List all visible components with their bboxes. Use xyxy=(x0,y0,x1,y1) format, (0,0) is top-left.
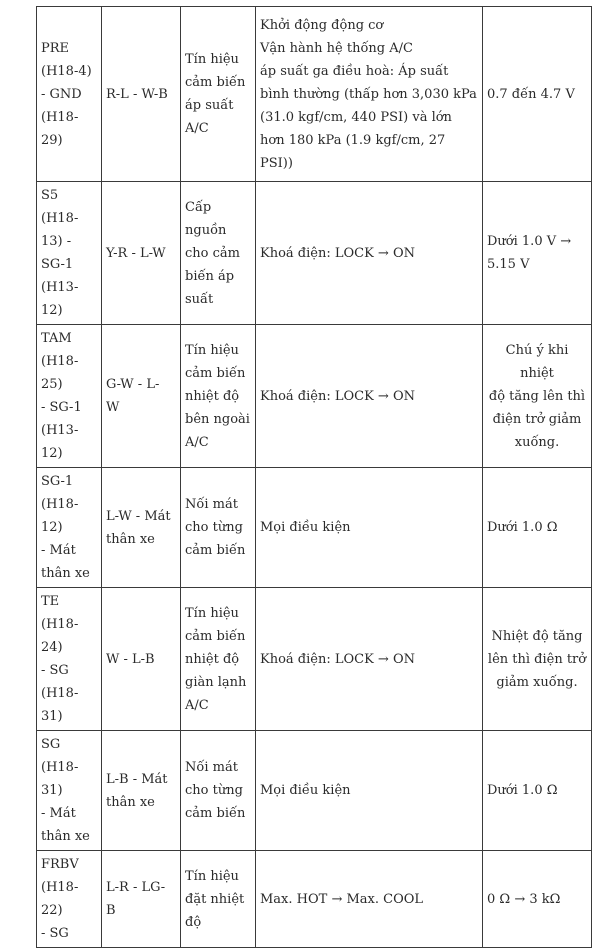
table-row xyxy=(37,7,592,182)
condition-cell: Khởi động động cơ Vận hành hệ thống A/C áp suất ga điều hoà: Áp suất bình thường (thấp hơn 3,030 kPa (31.0 kgf/cm, 440 PSI) và lớn hơn 180 kPa (1.9 kgf/cm, 27 PSI)) xyxy=(256,7,483,182)
description-cell: Nối mát cho từng cảm biến xyxy=(181,468,256,588)
description-cell: Tín hiệu cảm biến nhiệt độ bên ngoài A/C xyxy=(181,325,256,468)
description-cell: Tín hiệu đặt nhiệt độ xyxy=(181,851,256,948)
wire-color-cell: L-B - Mát thân xe xyxy=(102,731,181,851)
description-cell: Cấp nguồn cho cảm biến áp suất xyxy=(181,182,256,325)
wire-color-cell: G-W - L- W xyxy=(102,325,181,468)
standard-value-cell: Chú ý khi nhiệt độ tăng lên thì điện trở giảm xuống. xyxy=(483,325,592,468)
wire-color-cell: R-L - W-B xyxy=(102,7,181,182)
table-row xyxy=(37,851,592,948)
condition-cell: Mọi điều kiện xyxy=(256,731,483,851)
standard-value-cell: 0 Ω → 3 kΩ xyxy=(483,851,592,948)
condition-cell: Khoá điện: LOCK → ON xyxy=(256,325,483,468)
wire-color-cell: W - L-B xyxy=(102,588,181,731)
description-cell: Tín hiệu cảm biến nhiệt độ giàn lạnh A/C xyxy=(181,588,256,731)
standard-value-cell: Dưới 1.0 V → 5.15 V xyxy=(483,182,592,325)
document-page xyxy=(36,6,587,948)
standard-value-cell: Dưới 1.0 Ω xyxy=(483,731,592,851)
standard-value-cell: 0.7 đến 4.7 V xyxy=(483,7,592,182)
terminal-cell: TAM (H18-25) - SG-1 (H13-12) xyxy=(37,325,102,468)
wire-color-cell: Y-R - L-W xyxy=(102,182,181,325)
terminal-cell: PRE (H18-4) - GND (H18-29) xyxy=(37,7,102,182)
terminal-cell: SG-1 (H18-12) - Mát thân xe xyxy=(37,468,102,588)
terminal-cell: FRBV (H18-22) - SG xyxy=(37,851,102,948)
condition-cell: Mọi điều kiện xyxy=(256,468,483,588)
condition-cell: Khoá điện: LOCK → ON xyxy=(256,588,483,731)
wire-color-cell: L-W - Mát thân xe xyxy=(102,468,181,588)
wire-color-cell: L-R - LG- B xyxy=(102,851,181,948)
table-row xyxy=(37,731,592,851)
table-row xyxy=(37,588,592,731)
description-cell: Nối mát cho từng cảm biến xyxy=(181,731,256,851)
terminal-cell: S5 (H18- 13) - SG-1 (H13-12) xyxy=(37,182,102,325)
table-row xyxy=(37,468,592,588)
table-row xyxy=(37,325,592,468)
description-cell: Tín hiệu cảm biến áp suất A/C xyxy=(181,7,256,182)
terminal-cell: TE (H18-24) - SG (H18-31) xyxy=(37,588,102,731)
terminal-spec-table xyxy=(36,6,592,948)
condition-cell: Khoá điện: LOCK → ON xyxy=(256,182,483,325)
standard-value-cell: Dưới 1.0 Ω xyxy=(483,468,592,588)
standard-value-cell: Nhiệt độ tăng lên thì điện trở giảm xuống. xyxy=(483,588,592,731)
table-row xyxy=(37,182,592,325)
terminal-cell: SG (H18-31) - Mát thân xe xyxy=(37,731,102,851)
condition-cell: Max. HOT → Max. COOL xyxy=(256,851,483,948)
